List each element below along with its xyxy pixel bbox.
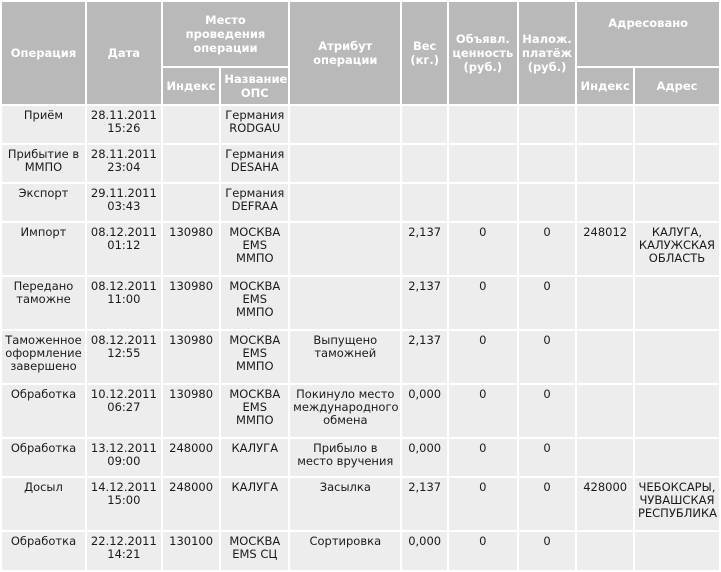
header-addr-index: Индекс <box>577 68 633 104</box>
cell-place-index <box>163 145 220 182</box>
cell-attribute <box>290 184 400 221</box>
cell-operation: Импорт <box>2 223 85 275</box>
cell-addr-address <box>635 532 719 570</box>
cell-weight: 2,137 <box>402 331 447 383</box>
cell-cod <box>519 145 576 182</box>
cell-declared-value: 0 <box>449 223 517 275</box>
cell-cod: 0 <box>519 532 576 570</box>
header-declared-value: Объявл. ценность (руб.) <box>449 2 517 104</box>
cell-date: 08.12.2011 01:12 <box>87 223 161 275</box>
cell-attribute <box>290 277 400 329</box>
cell-addr-address: КАЛУГА, КАЛУЖСКАЯ ОБЛАСТЬ <box>635 223 719 275</box>
cell-place-name: МОСКВА EMS ММПО <box>221 223 288 275</box>
cell-declared-value <box>449 145 517 182</box>
cell-date: 14.12.2011 15:00 <box>87 478 161 530</box>
cell-addr-address: ЧЕБОКСАРЫ, ЧУВАШСКАЯ РЕСПУБЛИКА <box>635 478 719 530</box>
table-row <box>2 532 719 570</box>
cell-place-name: КАЛУГА <box>221 439 288 476</box>
cell-weight: 2,137 <box>402 277 447 329</box>
cell-operation: Таможенное оформление завершено <box>2 331 85 383</box>
cell-date: 13.12.2011 09:00 <box>87 439 161 476</box>
cell-addr-address <box>635 184 719 221</box>
header-attribute: Атрибут операции <box>290 2 400 104</box>
cell-addr-address <box>635 439 719 476</box>
cell-attribute: Прибыло в место вручения <box>290 439 400 476</box>
cell-date: 28.11.2011 23:04 <box>87 145 161 182</box>
cell-addr-index <box>577 145 633 182</box>
cell-place-index: 130100 <box>163 532 220 570</box>
cell-weight: 2,137 <box>402 478 447 530</box>
cell-operation: Экспорт <box>2 184 85 221</box>
cell-place-index: 248000 <box>163 478 220 530</box>
cell-place-name: МОСКВА EMS СЦ <box>221 532 288 570</box>
cell-operation: Обработка <box>2 385 85 437</box>
cell-place-index: 130980 <box>163 223 220 275</box>
cell-place-name: Германия DEFRAA <box>221 184 288 221</box>
cell-declared-value: 0 <box>449 532 517 570</box>
table-row <box>2 385 719 437</box>
cell-cod: 0 <box>519 478 576 530</box>
cell-addr-index <box>577 439 633 476</box>
table-row <box>2 184 719 221</box>
cell-addr-index <box>577 532 633 570</box>
cell-place-name: МОСКВА EMS ММПО <box>221 277 288 329</box>
cell-addr-index <box>577 106 633 143</box>
cell-cod: 0 <box>519 331 576 383</box>
table-row <box>2 277 719 329</box>
header-addr-address: Адрес <box>635 68 719 104</box>
cell-addr-index: 428000 <box>577 478 633 530</box>
cell-attribute: Выпущено таможней <box>290 331 400 383</box>
header-addressed: Адресовано <box>577 2 719 66</box>
cell-place-name: МОСКВА EMS ММПО <box>221 331 288 383</box>
cell-declared-value: 0 <box>449 277 517 329</box>
cell-attribute: Засылка <box>290 478 400 530</box>
cell-date: 22.12.2011 14:21 <box>87 532 161 570</box>
table-header <box>2 2 719 104</box>
header-place-index: Индекс <box>163 68 220 104</box>
cell-place-name: КАЛУГА <box>221 478 288 530</box>
header-place: Место проведения операции <box>163 2 288 66</box>
table-row <box>2 478 719 530</box>
cell-date: 10.12.2011 06:27 <box>87 385 161 437</box>
cell-cod: 0 <box>519 385 576 437</box>
cell-weight <box>402 145 447 182</box>
cell-addr-index <box>577 277 633 329</box>
cell-attribute <box>290 145 400 182</box>
cell-declared-value: 0 <box>449 478 517 530</box>
cell-attribute: Сортировка <box>290 532 400 570</box>
cell-place-name: Германия DESAHA <box>221 145 288 182</box>
cell-addr-index <box>577 331 633 383</box>
cell-declared-value <box>449 106 517 143</box>
header-place-name: Название ОПС <box>221 68 288 104</box>
cell-addr-address <box>635 145 719 182</box>
cell-place-index: 130980 <box>163 277 220 329</box>
cell-attribute: Покинуло место международного обмена <box>290 385 400 437</box>
cell-operation: Обработка <box>2 439 85 476</box>
cell-cod: 0 <box>519 277 576 329</box>
header-operation: Операция <box>2 2 85 104</box>
cell-place-index: 130980 <box>163 385 220 437</box>
cell-date: 29.11.2011 03:43 <box>87 184 161 221</box>
table-body <box>2 106 719 570</box>
cell-place-index <box>163 184 220 221</box>
header-date: Дата <box>87 2 161 104</box>
cell-addr-address <box>635 106 719 143</box>
cell-weight: 0,000 <box>402 385 447 437</box>
cell-addr-address <box>635 277 719 329</box>
cell-declared-value: 0 <box>449 439 517 476</box>
cell-place-name: МОСКВА EMS ММПО <box>221 385 288 437</box>
cell-weight: 0,000 <box>402 439 447 476</box>
header-cod: Налож. платёж (руб.) <box>519 2 576 104</box>
cell-date: 08.12.2011 11:00 <box>87 277 161 329</box>
cell-weight <box>402 106 447 143</box>
cell-declared-value: 0 <box>449 331 517 383</box>
cell-weight <box>402 184 447 221</box>
cell-addr-address <box>635 385 719 437</box>
cell-place-name: Германия RODGAU <box>221 106 288 143</box>
cell-operation: Обработка <box>2 532 85 570</box>
table-row <box>2 106 719 143</box>
cell-place-index <box>163 106 220 143</box>
cell-addr-index <box>577 184 633 221</box>
header-weight: Вес (кг.) <box>402 2 447 104</box>
table-row <box>2 145 719 182</box>
cell-declared-value <box>449 184 517 221</box>
cell-operation: Передано таможне <box>2 277 85 329</box>
cell-addr-index: 248012 <box>577 223 633 275</box>
cell-weight: 2,137 <box>402 223 447 275</box>
cell-operation: Приём <box>2 106 85 143</box>
cell-attribute <box>290 223 400 275</box>
cell-weight: 0,000 <box>402 532 447 570</box>
cell-declared-value: 0 <box>449 385 517 437</box>
cell-cod: 0 <box>519 439 576 476</box>
table-row <box>2 331 719 383</box>
cell-cod <box>519 106 576 143</box>
cell-place-index: 130980 <box>163 331 220 383</box>
cell-date: 08.12.2011 12:55 <box>87 331 161 383</box>
table-row <box>2 223 719 275</box>
cell-place-index: 248000 <box>163 439 220 476</box>
cell-addr-index <box>577 385 633 437</box>
table-row <box>2 439 719 476</box>
cell-operation: Прибытие в ММПО <box>2 145 85 182</box>
cell-cod <box>519 184 576 221</box>
cell-cod: 0 <box>519 223 576 275</box>
cell-addr-address <box>635 331 719 383</box>
cell-operation: Досыл <box>2 478 85 530</box>
cell-attribute <box>290 106 400 143</box>
cell-date: 28.11.2011 15:26 <box>87 106 161 143</box>
